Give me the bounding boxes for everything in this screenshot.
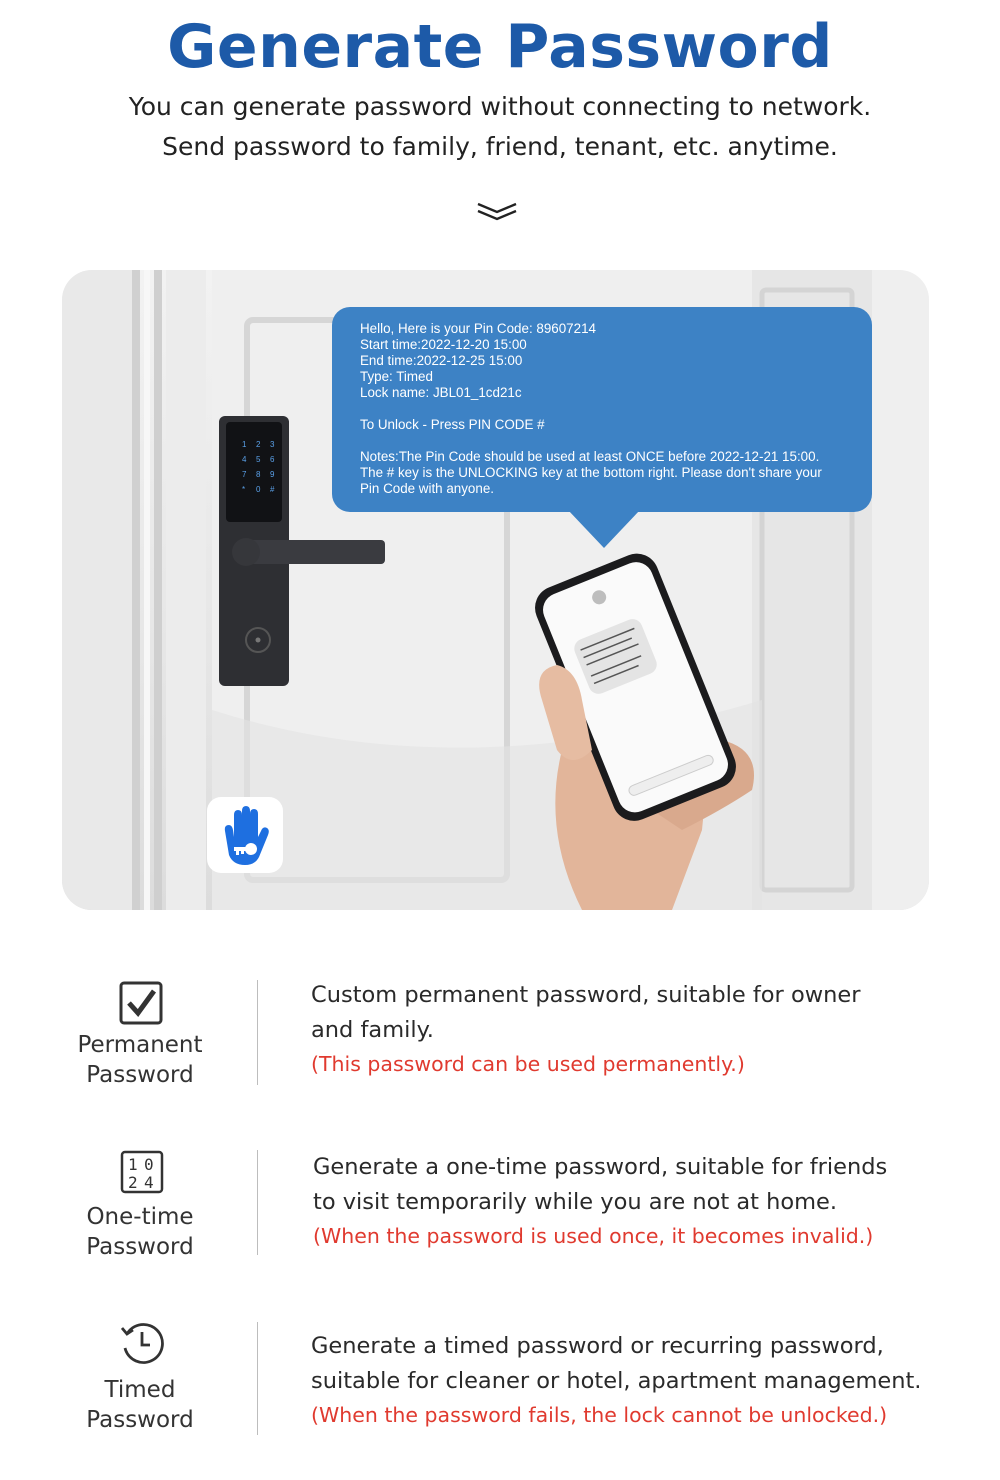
svg-text:7: 7 (242, 470, 247, 479)
feature-label-line-2: Password (86, 1407, 194, 1433)
feature-timed-password (0, 1320, 1000, 1480)
divider (257, 1322, 258, 1435)
message-line: To Unlock - Press PIN CODE # (360, 417, 545, 432)
svg-text:1: 1 (128, 1155, 138, 1174)
clock-history-icon (119, 1320, 165, 1366)
divider (257, 1150, 258, 1255)
svg-text:5: 5 (256, 455, 261, 464)
message-line (360, 401, 856, 417)
subtitle-line-2: Send password to family, friend, tenant, etc. anytime. (162, 132, 838, 161)
svg-text:8: 8 (256, 470, 261, 479)
feature-note: (When the password is used once, it becomes invalid.) (313, 1224, 874, 1248)
feature-label-line-1: Permanent (77, 1032, 203, 1058)
svg-text:#: # (270, 485, 275, 494)
svg-text:0: 0 (144, 1155, 154, 1174)
keypad-digits-icon (119, 1149, 165, 1195)
message-line: Notes:The Pin Code should be used at least ONCE before 2022-12-21 15:00. (360, 449, 820, 464)
feature-permanent-password (0, 975, 1000, 1135)
message-line: Start time:2022-12-20 15:00 (360, 337, 527, 352)
svg-text:2: 2 (128, 1173, 138, 1192)
svg-text:2: 2 (256, 440, 261, 449)
feature-label-line-1: One-time (86, 1204, 194, 1230)
svg-text:9: 9 (270, 470, 275, 479)
feature-label-line-2: Password (86, 1062, 194, 1088)
message-line: End time:2022-12-25 15:00 (360, 353, 523, 368)
svg-text:3: 3 (270, 440, 275, 449)
feature-desc-line-2: suitable for cleaner or hotel, apartment management. (311, 1368, 922, 1394)
feature-desc-line-1: Generate a timed password or recurring password, (311, 1333, 884, 1359)
feature-one-time-password (0, 1147, 1000, 1307)
svg-text:1: 1 (242, 440, 247, 449)
feature-desc-line-1: Generate a one-time password, suitable for friends (313, 1154, 888, 1180)
bubble-tail (568, 510, 640, 548)
feature-desc-line-2: to visit temporarily while you are not at home. (313, 1189, 838, 1215)
svg-text:6: 6 (270, 455, 275, 464)
svg-text:4: 4 (144, 1173, 154, 1192)
message-line: Pin Code with anyone. (360, 481, 494, 496)
feature-label-line-1: Timed (104, 1377, 176, 1403)
feature-label-line-2: Password (86, 1234, 194, 1260)
svg-text:4: 4 (242, 455, 247, 464)
message-line: The # key is the UNLOCKING key at the bottom right. Please don't share your (360, 465, 822, 480)
svg-text:0: 0 (256, 485, 261, 494)
feature-desc-line-2: and family. (311, 1017, 434, 1043)
subtitle-line-1: You can generate password without connecting to network. (128, 92, 872, 121)
pin-code-message (332, 307, 872, 512)
message-line: Hello, Here is your Pin Code: 89607214 (360, 321, 596, 336)
hand-key-app-icon (207, 797, 283, 873)
feature-note: (This password can be used permanently.) (311, 1052, 745, 1076)
message-line (360, 433, 856, 449)
checkbox-icon (118, 980, 164, 1026)
feature-note: (When the password fails, the lock cannot be unlocked.) (311, 1403, 888, 1427)
divider (257, 980, 258, 1085)
page-title: Generate Password (167, 12, 833, 82)
feature-desc-line-1: Custom permanent password, suitable for owner (311, 982, 861, 1008)
message-line: Lock name: JBL01_1cd21c (360, 385, 522, 400)
svg-text:*: * (242, 485, 246, 494)
double-chevron-down-icon (476, 200, 518, 222)
message-line: Type: Timed (360, 369, 433, 384)
